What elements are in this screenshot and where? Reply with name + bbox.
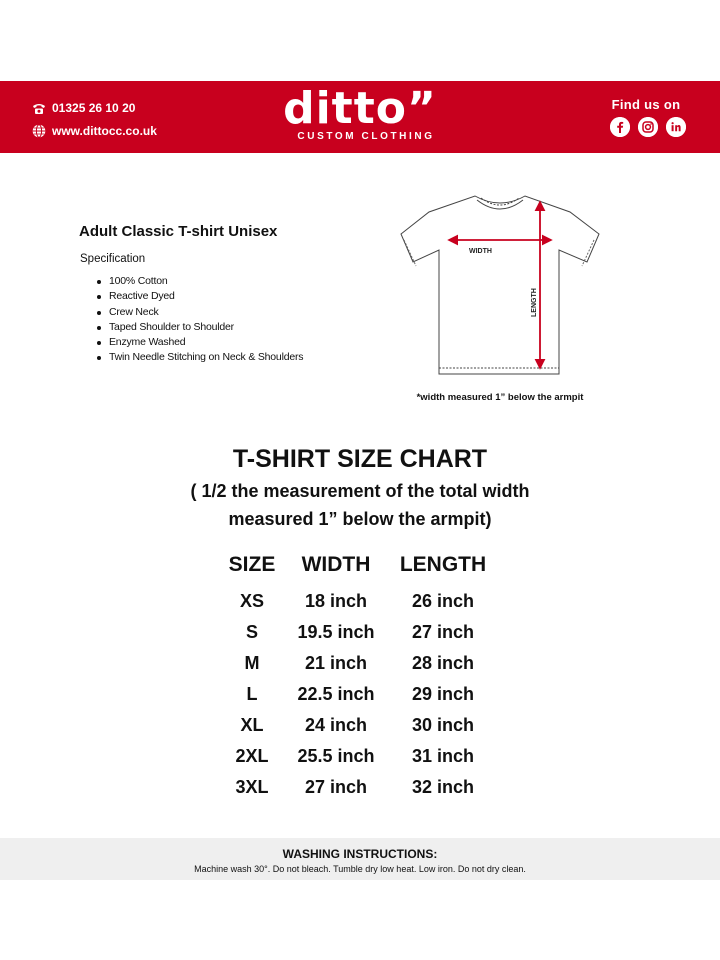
length-cell: 30 inch [411, 715, 475, 735]
linkedin-icon[interactable] [666, 117, 686, 137]
size-cell: XL [240, 715, 264, 735]
width-column [286, 551, 386, 803]
washing-title: WASHING INSTRUCTIONS: [282, 847, 438, 861]
length-header: LENGTH [399, 553, 487, 576]
width-cell: 21 inch [304, 653, 368, 673]
width-cell: 18 inch [304, 591, 368, 611]
width-label: WIDTH [469, 248, 492, 255]
length-label: LENGTH [531, 288, 538, 317]
instagram-icon[interactable] [638, 117, 658, 137]
width-cell: 19.5 inch [297, 622, 375, 642]
width-cell: 22.5 inch [297, 684, 375, 704]
facebook-icon[interactable] [610, 117, 630, 137]
subtitle-line: ( 1/2 the measurement of the total width [190, 481, 530, 501]
length-cell: 26 inch [411, 591, 475, 611]
size-cell: 2XL [235, 746, 269, 766]
logo-wordmark: ditto” [283, 83, 437, 134]
width-cell: 25.5 inch [297, 746, 375, 766]
size-cell: 3XL [235, 777, 269, 797]
specification-list [97, 274, 303, 366]
phone-number: 01325 26 10 20 [52, 101, 136, 115]
length-cell: 27 inch [411, 622, 475, 642]
social-links [606, 97, 686, 137]
subtitle-line: measured 1” below the armpit) [228, 509, 492, 529]
size-cell: S [245, 622, 258, 642]
length-cell: 32 inch [411, 777, 475, 797]
length-column [387, 551, 499, 803]
armpit-note: *width measured 1” below the armpit [416, 392, 584, 403]
size-column [212, 551, 292, 803]
spec-item: Reactive Dyed [97, 289, 303, 304]
washing-text: Machine wash 30°. Do not bleach. Tumble dry low heat. Low iron. Do not dry clean. [194, 864, 526, 874]
spec-item: Taped Shoulder to Shoulder [97, 320, 303, 335]
logo-tagline: CUSTOM CLOTHING [297, 131, 435, 142]
tshirt-measurement-diagram [395, 190, 605, 380]
width-header: WIDTH [301, 553, 371, 576]
header-banner [0, 81, 720, 153]
spec-item: Crew Neck [97, 305, 303, 320]
washing-instructions [0, 838, 720, 880]
width-cell: 24 inch [304, 715, 368, 735]
website-link[interactable]: www.dittocc.co.uk [52, 124, 157, 138]
size-chart-title: T-SHIRT SIZE CHART [232, 445, 488, 473]
length-cell: 31 inch [411, 746, 475, 766]
length-cell: 28 inch [411, 653, 475, 673]
spec-item: 100% Cotton [97, 274, 303, 289]
size-chart-subtitle [0, 477, 720, 533]
spec-item: Twin Needle Stitching on Neck & Shoulders [97, 350, 303, 365]
product-title: Adult Classic T-shirt Unisex [79, 223, 278, 240]
specification-label: Specification [80, 253, 146, 265]
size-cell: M [244, 653, 260, 673]
width-cell: 27 inch [304, 777, 368, 797]
size-cell: XS [239, 591, 264, 611]
length-cell: 29 inch [411, 684, 475, 704]
spec-item: Enzyme Washed [97, 335, 303, 350]
tshirt-outline [401, 196, 599, 374]
size-header: SIZE [228, 553, 276, 576]
size-cell: L [246, 684, 258, 704]
find-us-label: Find us on [611, 97, 681, 112]
